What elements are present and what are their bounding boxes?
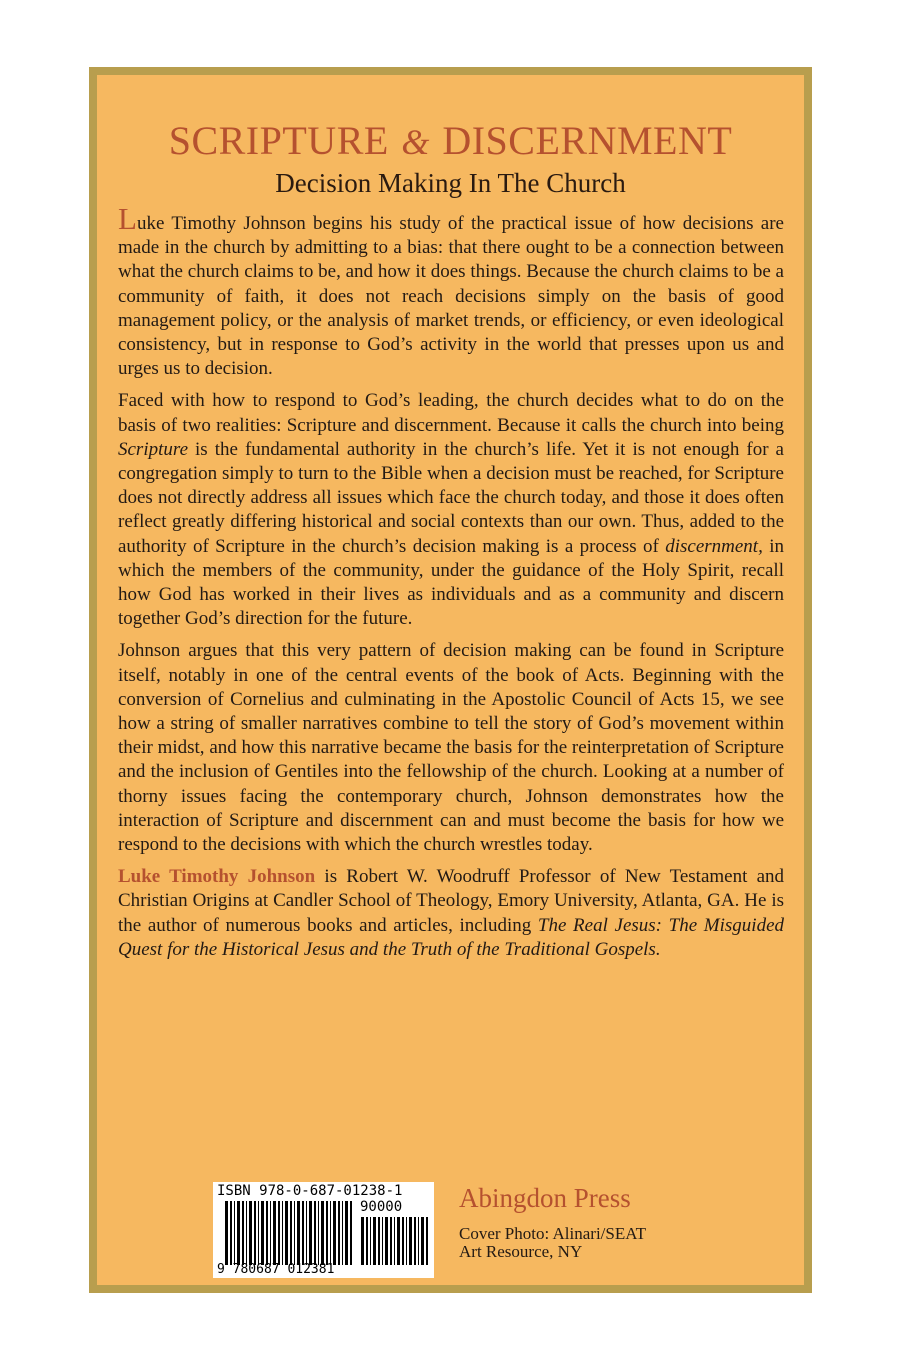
barcode-bar <box>421 1217 424 1265</box>
barcode-bar <box>273 1201 276 1265</box>
price-code: 90000 <box>360 1199 403 1215</box>
title-part-1: SCRIPTURE <box>168 118 389 163</box>
author-book-title: The Real Jesus: The Misguided Quest for the Historical Jesus and the Truth of the Traditional Gospels. <box>118 914 785 960</box>
barcode-bar <box>225 1201 228 1265</box>
isbn-label: ISBN 978-0-687-01238-1 <box>217 1183 403 1199</box>
author-bio <box>118 865 784 962</box>
author-bio-text: is Robert W. Woodruff Professor of New Testament and Christian Origins at Candler School of Theology, Emory University, Atlanta, GA. He is the author of numerous books and articles, including <box>118 866 785 936</box>
barcode-bar <box>249 1201 252 1265</box>
blurb-paragraph-2 <box>118 389 784 631</box>
ean-number: 9 780687 012381 <box>217 1262 335 1277</box>
barcode-bar <box>326 1201 328 1265</box>
barcode-bar <box>261 1201 264 1265</box>
emphasis-discernment: discernment, <box>665 535 763 557</box>
barcode-bar <box>406 1217 407 1265</box>
emphasis-scripture: Scripture <box>118 438 189 460</box>
barcode-bars-addon <box>361 1217 429 1265</box>
blurb-paragraph-3: Johnson argues that this very pattern of decision making can be found in Scripture itself, notably in one of the central events of the book of Acts. Beginning with the conversion of Cornelius and culminating in the Apostolic Council of Acts 15, we see how a string of smaller narratives combine to tell the story of God’s movement within their midst, and how this narrative became the basis for the reinterpretation of Scripture and the inclusion of Gentiles into the fellowship of the church. Looking at a number of thorny issues facing the contemporary church, Johnson demonstrates how the interaction of Scripture and discernment can and must become the basis for how we respond to the decisions with which the church wrestles today. <box>118 640 784 856</box>
blurb-paragraph-1 <box>118 201 784 381</box>
barcode-bar <box>345 1201 348 1265</box>
barcode-bar <box>254 1201 256 1265</box>
cover-panel <box>97 75 804 1285</box>
barcode-bar <box>390 1217 392 1265</box>
barcode-bar <box>378 1217 380 1265</box>
barcode-bar <box>333 1201 336 1265</box>
barcode-bar <box>285 1201 288 1265</box>
barcode-bar <box>418 1217 419 1265</box>
barcode-bar <box>318 1201 319 1265</box>
barcode-bar <box>382 1217 383 1265</box>
blurb-paragraph-2-text-a: Faced with how to respond to God’s leading, the church decides what to do on the basis of two realities: Scripture and discernment. Because it calls the church into being <box>118 390 784 436</box>
book-back-cover <box>89 67 812 1293</box>
blurb-paragraph-2-text-b: is the fundamental authority in the church’s life. Yet it is not enough for a congregation simply to turn to the Bible when a decision must be reached, for Scripture does not directly address all issues which face the church today, and those it does often reflect greatly differing historical and social contexts than our own. Thus, added to the authority of Scripture in the church’s decision making is a process of <box>118 438 784 557</box>
barcode-bar <box>314 1201 316 1265</box>
blurb-paragraph-1-text: uke Timothy Johnson begins his study of the practical issue of how decisions are made in the church by admitting to a bias: that there ought to be a connection between what the church claims to be, and how it does things. Because the church claims to be a community of faith, it does not reach decisions simply on the basis of good management policy, or the analysis of market trends, or efficiency, or even ideological consistency, but in response to God’s activity in the world that presses upon us and urges us to decision. <box>118 213 784 380</box>
barcode-bar <box>330 1201 331 1265</box>
barcode-bar <box>230 1201 232 1265</box>
barcode-bar <box>294 1201 295 1265</box>
barcode-bar <box>338 1201 340 1265</box>
book-subtitle: Decision Making In The Church <box>275 168 626 198</box>
barcode-bar <box>342 1201 343 1265</box>
barcode-bar <box>350 1201 352 1265</box>
barcode-bar <box>409 1217 412 1265</box>
barcode-bar <box>414 1217 416 1265</box>
barcode-bar <box>278 1201 280 1265</box>
blurb-paragraph-2-text-c: in which the members of the community, under the guidance of the Holy Spirit, recall how God has worked in their lives as individuals and as a community and discern together God’s direction for the future. <box>118 535 785 630</box>
title-part-2: DISCERNMENT <box>442 118 733 163</box>
photo-source: Art Resource, NY <box>459 1242 583 1261</box>
title-ampersand: & <box>401 122 430 162</box>
isbn-barcode <box>213 1182 434 1278</box>
publisher-name: Abingdon Press <box>459 1183 631 1213</box>
barcode-bar <box>302 1201 304 1265</box>
barcode-bar <box>361 1217 364 1265</box>
barcode-bars-main <box>225 1201 355 1265</box>
barcode-bar <box>290 1201 292 1265</box>
barcode-bar <box>366 1217 368 1265</box>
barcode-bar <box>426 1217 428 1265</box>
barcode-bar <box>402 1217 404 1265</box>
book-title <box>97 119 804 164</box>
drop-cap: L <box>118 201 137 236</box>
barcode-bar <box>370 1217 371 1265</box>
barcode-bar <box>306 1201 307 1265</box>
barcode-bar <box>270 1201 271 1265</box>
barcode-bar <box>309 1201 312 1265</box>
blurb-text <box>118 201 785 970</box>
barcode-bar <box>234 1201 235 1265</box>
barcode-bar <box>237 1201 240 1265</box>
barcode-bar <box>373 1217 376 1265</box>
barcode-bar <box>266 1201 268 1265</box>
photo-credit: Cover Photo: Alinari/SEAT <box>459 1224 646 1243</box>
barcode-bar <box>282 1201 283 1265</box>
barcode-bar <box>242 1201 244 1265</box>
barcode-bar <box>397 1217 400 1265</box>
barcode-bar <box>297 1201 300 1265</box>
barcode-bar <box>394 1217 395 1265</box>
author-name: Luke Timothy Johnson <box>118 866 316 888</box>
barcode-bar <box>321 1201 324 1265</box>
barcode-bar <box>385 1217 388 1265</box>
barcode-bar <box>258 1201 259 1265</box>
barcode-bar <box>246 1201 247 1265</box>
